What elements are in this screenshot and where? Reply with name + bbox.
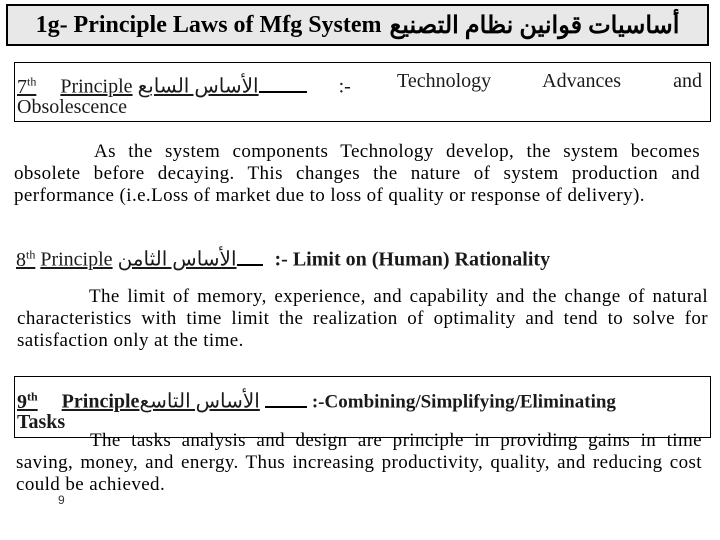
principle-8-sup: th (26, 247, 36, 261)
principle-7-sup: th (27, 74, 37, 88)
principle-9-separator: :- (311, 391, 325, 413)
principle-8-body-text: The limit of memory, experience, and capability and the change of natural characteristics with time limit the realization of optimality and tend to solve for satisfaction only at the time. (17, 286, 708, 351)
principle-7-heading (17, 68, 710, 98)
principle-8-num: 8 (16, 248, 26, 271)
principle-7-arabic: الأساس السابع (137, 75, 259, 98)
slide-number: 9 (58, 493, 65, 507)
slide-title-text: 1g- Principle Laws of Mfg System (35, 11, 382, 38)
principle-7-topic-line1: Technology Advances and (397, 70, 702, 92)
principle-8-heading (16, 241, 551, 271)
principle-7-body-text: As the system components Technology develop, the system becomes obsolete before decaying. This changes the nature of system production and performance (i.e.Loss of market due to loss of quality or response of delivery). (14, 141, 700, 206)
slide-title (6, 4, 709, 46)
principle-7-separator: :- (338, 75, 351, 98)
principle-9-num: 9 (17, 390, 27, 413)
principle-8-body (14, 284, 711, 358)
principle-9-sup: th (27, 389, 38, 403)
principle-8-separator: :- (274, 248, 288, 271)
principle-8-arabic: الأساس الثامن (117, 248, 237, 271)
principle-9-heading (17, 383, 710, 413)
principle-9-arabic: الأساس التاسع (139, 390, 260, 413)
principle-7-word: Principle (60, 75, 133, 98)
slide-title-arabic: أساسيات قوانين نظام التصنيع (389, 12, 680, 39)
principle-8-word: Principle (40, 248, 113, 271)
principle-7-num: 7 (17, 75, 27, 98)
principle-9-topic-line1: Combining/Simplifying/Eliminating (324, 391, 616, 413)
principle-9-word: Principle (61, 390, 140, 413)
principle-7-heading-box (14, 62, 711, 122)
principle-9-topic-line2: Tasks (17, 411, 66, 433)
principle-8-number (16, 249, 35, 271)
principle-7-topic-line2: Obsolescence (17, 96, 127, 118)
principle-7-body (14, 141, 700, 235)
principle-9-body (16, 428, 702, 538)
principle-8-topic: Limit on (Human) Rationality (292, 248, 551, 271)
principle-9-body-text: The tasks analysis and design are principle in providing gains in time saving, money, and energy. Thus increasing productivity, quality, and reducing cost could be achieved. (16, 430, 702, 495)
